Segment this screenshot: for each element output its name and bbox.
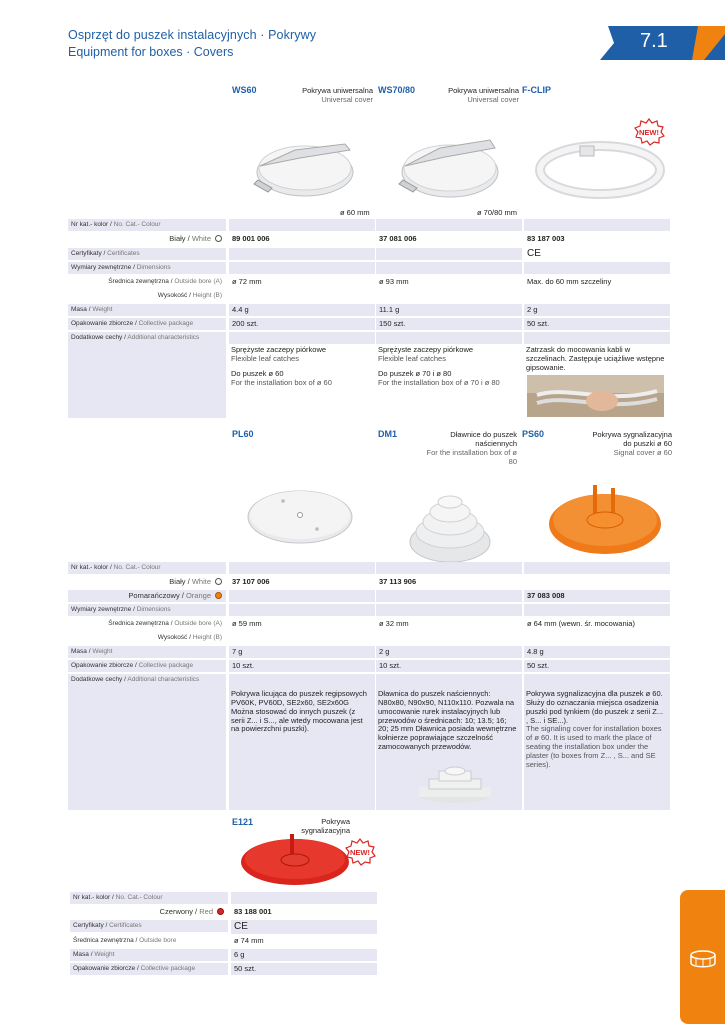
product-desc-ws60: Pokrywa uniwersalna Universal cover (302, 86, 373, 104)
dm1-detail-image (415, 765, 495, 805)
cell-outer-e121: ø 74 mm (234, 936, 264, 945)
dim-note-ws60: ø 60 mm (340, 208, 370, 217)
cell-header-bar (229, 219, 375, 231)
new-badge-icon (344, 838, 376, 866)
row-label-additional-bg (68, 344, 226, 418)
row-label-weight: Masa / Weight (70, 949, 228, 961)
cell-outer-ps60: ø 64 mm (wewn. śr. mocowania) (527, 619, 635, 628)
cell-orange-dm1 (376, 590, 522, 602)
cell-outer-dm1: ø 32 mm (379, 619, 409, 628)
product-code-pl60: PL60 (232, 429, 254, 439)
product-code-ws7080: WS70/80 (378, 85, 416, 95)
product-code-dm1: DM1 (378, 429, 398, 439)
product-code-fclip: F-CLIP (522, 85, 551, 95)
cell-dims (376, 604, 522, 616)
cell-cert-ws7080 (376, 248, 522, 260)
row-label-weight: Masa / Weight (68, 646, 226, 658)
category-side-tab (680, 890, 725, 1024)
cell-weight-ws60: 4.4 g (229, 304, 375, 316)
row-label-dimensions: Wymiary zewnętrzne / Dimensions (68, 604, 226, 616)
cell-catalog-ws60: 89 001 006 (232, 234, 270, 243)
extra-ws7080: Sprężyste zaczepy piórkowe Flexible leaf catches Do puszek ø 70 i ø 80 For the installation box of ø 70 i ø 80 (378, 345, 500, 387)
cell-outer-fclip: Max. do 60 mm szczeliny (527, 277, 612, 286)
cell-cert-e121: CE (231, 920, 377, 934)
cell-weight-dm1: 2 g (376, 646, 522, 658)
cell-catalog-e121: 83 188 001 (234, 907, 272, 916)
svg-text:NEW!: NEW! (639, 128, 659, 137)
row-label-certificates: Certyfikaty / Certificates (70, 920, 228, 932)
page-header (68, 28, 316, 59)
cell-catalog-dm1: 37 113 906 (379, 577, 417, 586)
row-label-white: Biały / White (68, 576, 226, 588)
dm1-image (405, 480, 495, 570)
product-code-ps60: PS60 (522, 429, 545, 439)
ws60-image (250, 130, 360, 200)
row-label-outside-bore: Średnica zewnętrzna / Outside bore (A) (108, 620, 222, 627)
box-cover-icon (688, 948, 718, 970)
cell-header-bar (376, 562, 522, 574)
cell-weight-pl60: 7 g (229, 646, 375, 658)
row-label-white: Biały / White (68, 233, 226, 245)
cell-cert-fclip: CE (527, 248, 541, 259)
cell-catalog-pl60: 37 107 006 (232, 577, 270, 586)
cell-catalog-ps60: 37 083 008 (524, 590, 670, 602)
row-label-additional: Dodatkowe cechy / Additional characteristics (68, 674, 226, 686)
product-code-e121: E121 (232, 817, 254, 827)
cell-cert-ws60 (229, 248, 375, 260)
row-label-additional-bg (68, 686, 226, 810)
row-label-catalog: Nr kat.- kolor / No. Cat.- Colour (68, 219, 226, 231)
row-label-catalog: Nr kat.- kolor / No. Cat.- Colour (68, 562, 226, 574)
cell-catalog-fclip: 83 187 003 (527, 234, 565, 243)
cell-extra-bar (376, 332, 522, 344)
svg-text:NEW!: NEW! (350, 848, 370, 857)
product-desc-dm1: Dławnice do puszek naściennych For the installation box of ø 80 (426, 430, 517, 466)
page-title-pl: Osprzęt do puszek instalacyjnych · Pokrywy (68, 28, 317, 42)
cell-header-bar (524, 562, 670, 574)
row-label-orange: Pomarańczowy / Orange (68, 590, 226, 602)
row-label-height: Wysokość / Height (B) (157, 292, 222, 299)
cell-dims (524, 604, 670, 616)
cell-header-bar (376, 219, 522, 231)
cell-pack-ws60: 200 szt. (229, 318, 375, 330)
fclip-image (535, 140, 675, 200)
cell-outer-pl60: ø 59 mm (232, 619, 262, 628)
cell-header-bar (229, 562, 375, 574)
row-label-height: Wysokość / Height (B) (157, 634, 222, 641)
cell-weight-ws7080: 11.1 g (376, 304, 522, 316)
dim-note-ws7080: ø 70/80 mm (477, 208, 518, 217)
row-label-package: Opakowanie zbiorcze / Collective package (70, 963, 228, 975)
cell-catalog-ws7080: 37 081 006 (379, 234, 417, 243)
cell-pack-ps60: 50 szt. (524, 660, 670, 672)
ps60-image (545, 480, 665, 560)
ws7080-image (395, 130, 505, 200)
cell-weight-ps60: 4.8 g (524, 646, 670, 658)
row-label-package: Opakowanie zbiorcze / Collective package (68, 660, 226, 672)
cell-weight-e121: 6 g (231, 949, 377, 961)
page-title-en: Equipment for boxes · Covers (68, 45, 234, 59)
row-label-additional: Dodatkowe cechy / Additional characteristics (68, 332, 226, 344)
product-desc-ps60: Pokrywa sygnalizacyjna do puszki ø 60 Signal cover ø 60 (592, 430, 672, 457)
row-label-package: Opakowanie zbiorcze / Collective package (68, 318, 226, 330)
cell-dims (376, 262, 522, 274)
extra-dm1: Dławnica do puszek naściennych: N80x80, N90x90, N110x110. Pozwala na umocowanie rurek instalacyjnych lub przewodów o średnicach: 10; 13.5; 16; 20; 25 mm Dławnica posiada wewnętrzne kołnierze poprawiające szczelność zamocowanych przewodów. (378, 689, 517, 752)
row-label-outside-bore: Średnica zewnętrzna / Outside bore (73, 937, 177, 944)
row-label-dimensions: Wymiary zewnętrzne / Dimensions (68, 262, 226, 274)
cell-pack-dm1: 10 szt. (376, 660, 522, 672)
section-number: 7.1 (640, 30, 668, 52)
row-label-weight: Masa / Weight (68, 304, 226, 316)
cell-pack-e121: 50 szt. (231, 963, 377, 975)
cell-pack-fclip: 50 szt. (524, 318, 670, 330)
row-label-catalog: Nr kat.- kolor / No. Cat.- Colour (70, 892, 228, 904)
row-label-red: Czerwony / Red (70, 906, 228, 918)
cell-header-bar (524, 219, 670, 231)
cell-header-bar (231, 892, 377, 904)
cell-dims (229, 604, 375, 616)
extra-ws60: Sprężyste zaczepy piórkowe Flexible leaf catches Do puszek ø 60 For the installation box of ø 60 (231, 345, 332, 387)
cell-outer-ws60: ø 72 mm (232, 277, 262, 286)
cell-weight-fclip: 2 g (524, 304, 670, 316)
new-badge-icon (633, 118, 665, 146)
pl60-image (245, 485, 355, 545)
cell-extra-bar (229, 332, 375, 344)
cell-orange-pl60 (229, 590, 375, 602)
cell-dims (229, 262, 375, 274)
row-label-certificates: Certyfikaty / Certificates (68, 248, 226, 260)
fclip-usage-photo (527, 375, 664, 417)
cell-pack-pl60: 10 szt. (229, 660, 375, 672)
cell-pack-ws7080: 150 szt. (376, 318, 522, 330)
extra-ps60: Pokrywa sygnalizacyjna dla puszek ø 60. Służy do oznaczania miejsca osadzenia puszki pod tynkiem (do puszek z serii Z... , S... i SE...). The signaling cover for installation boxes of ø 60. It is used to mark the place of seating the installation box under the plaster (to boxes from Z... , S... and SE series). (526, 689, 664, 769)
cell-dims (524, 262, 670, 274)
cell-outer-ws7080: ø 93 mm (379, 277, 409, 286)
extra-fclip: Zatrzask do mocowania kabli w szczelinach. Zastępuje uciążliwe wstępne gipsowanie. (526, 345, 665, 372)
extra-pl60: Pokrywa licująca do puszek regipsowych PV60K, PV60D, SE2x60, SE2x60G Można stosować do innych puszek (z serii Z... i S..., ale wtedy mocowana jest na powierzchni puszki). (231, 689, 367, 734)
row-label-outside-bore: Średnica zewnętrzna / Outside bore (A) (108, 278, 222, 285)
product-code-ws60: WS60 (232, 85, 257, 95)
cell-extra-bar (524, 332, 670, 344)
product-desc-e121: Pokrywa sygnalizacyjna (301, 817, 350, 835)
e121-image (238, 832, 353, 887)
product-desc-ws7080: Pokrywa uniwersalna Universal cover (448, 86, 519, 104)
